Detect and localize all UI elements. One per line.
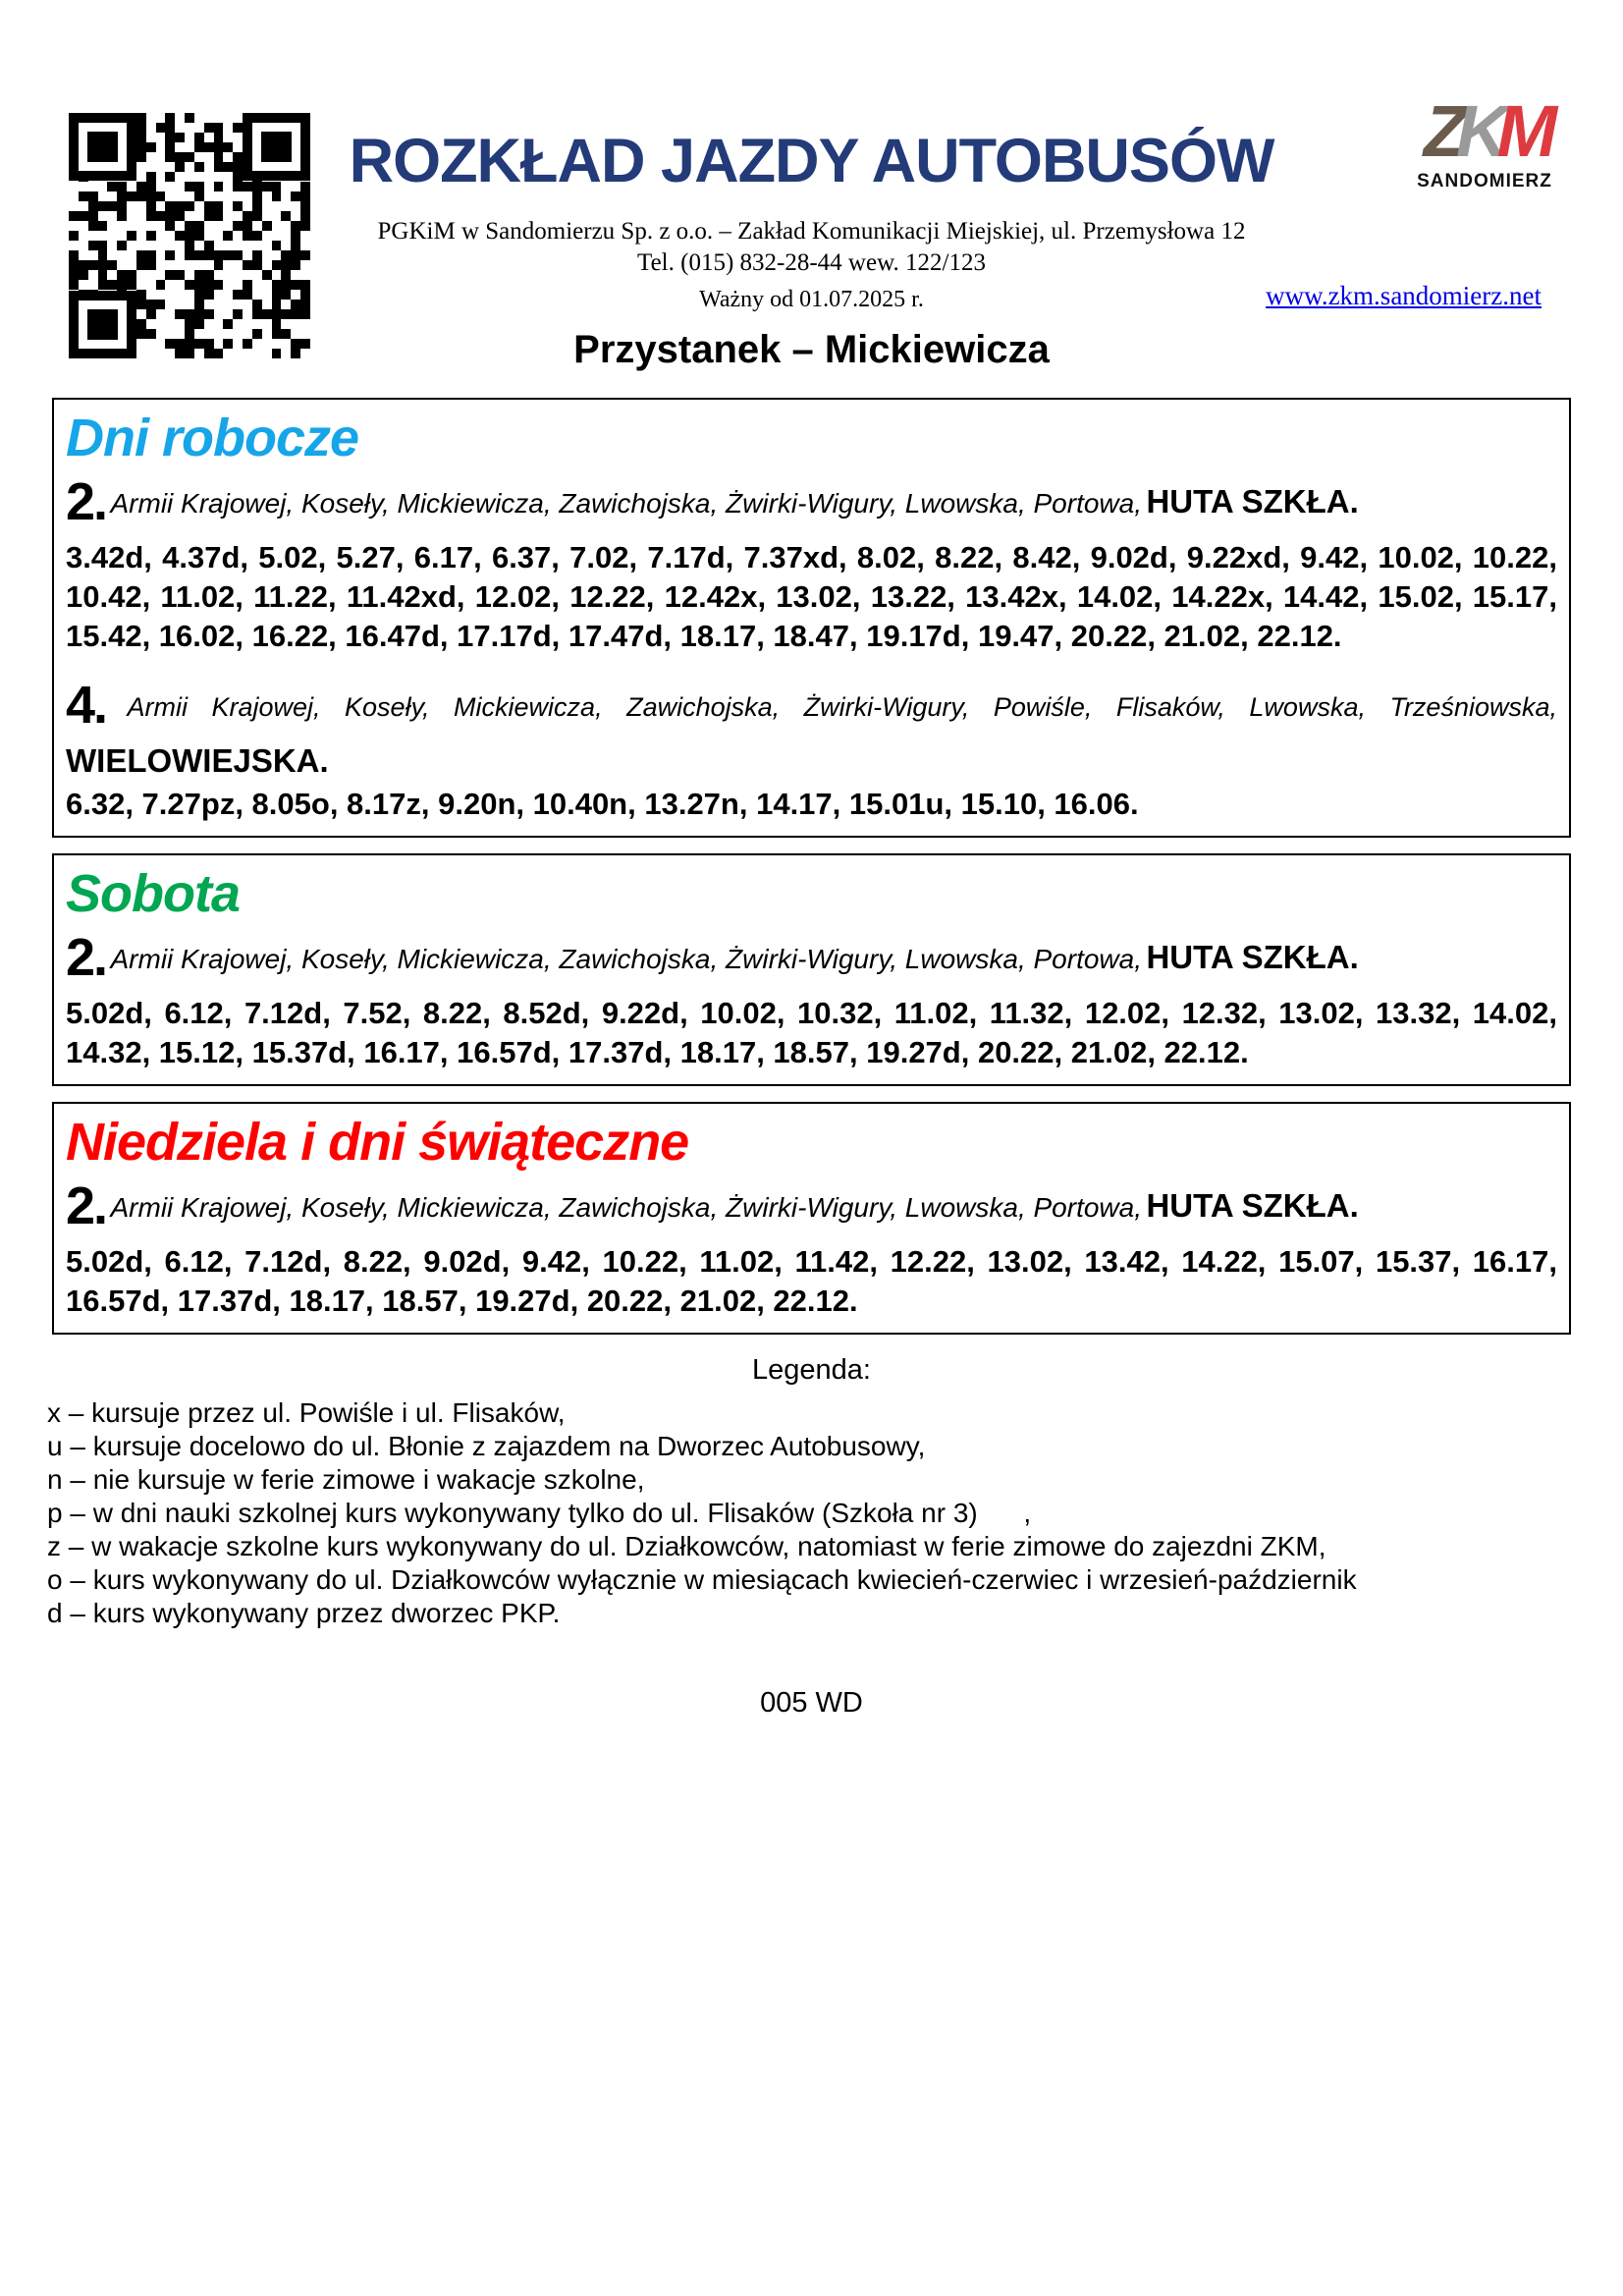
route-number: 2. <box>66 928 107 987</box>
section-heading-saturday: Sobota <box>66 864 240 923</box>
legend-item-n: n – nie kursuje w ferie zimowe i wakacje szkolne, <box>47 1464 645 1495</box>
route-number: 2. <box>66 472 107 531</box>
route-2-header <box>66 474 1557 536</box>
logo-subtitle: SANDOMIERZ <box>1417 171 1552 191</box>
route-terminus: HUTA SZKŁA. <box>1146 939 1359 975</box>
stop-name-title: Przystanek – Mickiewicza <box>573 328 1050 371</box>
logo-letter-m: M <box>1496 90 1546 172</box>
route-2-departure-times: 5.02d, 6.12, 7.12d, 7.52, 8.22, 8.52d, 9.22d, 10.02, 10.32, 11.02, 11.32, 12.02, 12.32, 13.02, 13.32, 14.02, 14.32, 15.12, 15.37d, 16.17, 16.57d, 17.37d, 18.17, 18.57, 19.27d, 20.22, 21.02, 22.12. <box>66 996 1557 1069</box>
route-4-departure-times: 6.32, 7.27pz, 8.05o, 8.17z, 9.20n, 10.40n, 13.27n, 14.17, 15.01u, 15.10, 16.06. <box>66 787 1139 821</box>
zkm-logo-letters-icon <box>1406 90 1563 172</box>
website-link[interactable]: www.zkm.sandomierz.net <box>1266 281 1542 310</box>
page-header <box>0 0 1623 398</box>
section-heading-weekdays: Dni robocze <box>66 409 359 467</box>
route-4-header <box>66 678 1557 739</box>
section-heading-sunday: Niedziela i dni świąteczne <box>66 1113 689 1172</box>
page-title: ROZKŁAD JAZDY AUTOBUSÓW <box>349 127 1274 195</box>
route-terminus: HUTA SZKŁA. <box>1146 483 1359 519</box>
section-saturday <box>52 853 1571 1086</box>
zkm-logo <box>1406 90 1563 192</box>
timetable-code: 005 WD <box>760 1687 863 1719</box>
phone-line: Tel. (015) 832-28-44 wew. 122/123 <box>637 249 986 276</box>
route-2-departure-times: 5.02d, 6.12, 7.12d, 8.22, 9.02d, 9.42, 10.22, 11.02, 11.42, 12.22, 13.02, 13.42, 14.22, 15.07, 15.37, 16.17, 16.57d, 17.37d, 18.17, 18.57, 19.27d, 20.22, 21.02, 22.12. <box>66 1244 1557 1318</box>
legend <box>47 1354 1576 1630</box>
logo-letter-z: Z <box>1423 90 1457 172</box>
legend-item-x: x – kursuje przez ul. Powiśle i ul. Flisaków, <box>47 1397 566 1428</box>
legend-item-p: p – w dni nauki szkolnej kurs wykonywany tylko do ul. Flisaków (Szkoła nr 3) , <box>47 1498 1032 1528</box>
route-streets: Armii Krajowej, Koseły, Mickiewicza, Zawichojska, Żwirki-Wigury, Lwowska, Portowa, <box>110 1192 1143 1223</box>
route-number: 2. <box>66 1176 107 1235</box>
section-weekdays <box>52 398 1571 838</box>
legend-item-u: u – kursuje docelowo do ul. Błonie z zajazdem na Dworzec Autobusowy, <box>47 1431 926 1461</box>
route-2-header <box>66 1178 1557 1240</box>
legend-item-d: d – kurs wykonywany przez dworzec PKP. <box>47 1598 561 1628</box>
route-streets: Armii Krajowej, Koseły, Mickiewicza, Zawichojska, Żwirki-Wigury, Powiśle, Flisaków, Lwowska, Trześniowska, <box>127 692 1557 722</box>
legend-item-o: o – kurs wykonywany do ul. Działkowców wyłącznie w miesiącach kwiecień-czerwiec i wrzesień-październik <box>47 1564 1357 1595</box>
route-2-header <box>66 930 1557 992</box>
route-2-departure-times: 3.42d, 4.37d, 5.02, 5.27, 6.17, 6.37, 7.02, 7.17d, 7.37xd, 8.02, 8.22, 8.42, 9.02d, 9.22xd, 9.42, 10.02, 10.22, 10.42, 11.02, 11.22, 11.42xd, 12.02, 12.22, 12.42x, 13.02, 13.22, 13.42x, 14.02, 14.22x, 14.42, 15.02, 15.17, 15.42, 16.02, 16.22, 16.47d, 17.17d, 17.47d, 18.17, 18.47, 19.17d, 19.47, 20.22, 21.02, 22.12. <box>66 540 1557 653</box>
organization-line: PGKiM w Sandomierzu Sp. z o.o. – Zakład Komunikacji Miejskiej, ul. Przemysłowa 12 <box>377 218 1246 245</box>
route-streets: Armii Krajowej, Koseły, Mickiewicza, Zawichojska, Żwirki-Wigury, Lwowska, Portowa, <box>110 488 1143 519</box>
legend-title: Legenda: <box>752 1354 871 1386</box>
route-streets: Armii Krajowej, Koseły, Mickiewicza, Zawichojska, Żwirki-Wigury, Lwowska, Portowa, <box>110 944 1143 974</box>
route-terminus: HUTA SZKŁA. <box>1146 1187 1359 1224</box>
valid-from-date: Ważny od 01.07.2025 r. <box>699 287 924 312</box>
route-terminus: WIELOWIEJSKA. <box>66 742 329 779</box>
logo-letter-k: K <box>1456 90 1497 172</box>
section-sunday-holidays <box>52 1102 1571 1335</box>
legend-item-z: z – w wakacje szkolne kurs wykonywany do ul. Działkowców, natomiast w ferie zimowe do zajezdni ZKM, <box>47 1531 1326 1561</box>
route-number: 4. <box>66 676 107 735</box>
